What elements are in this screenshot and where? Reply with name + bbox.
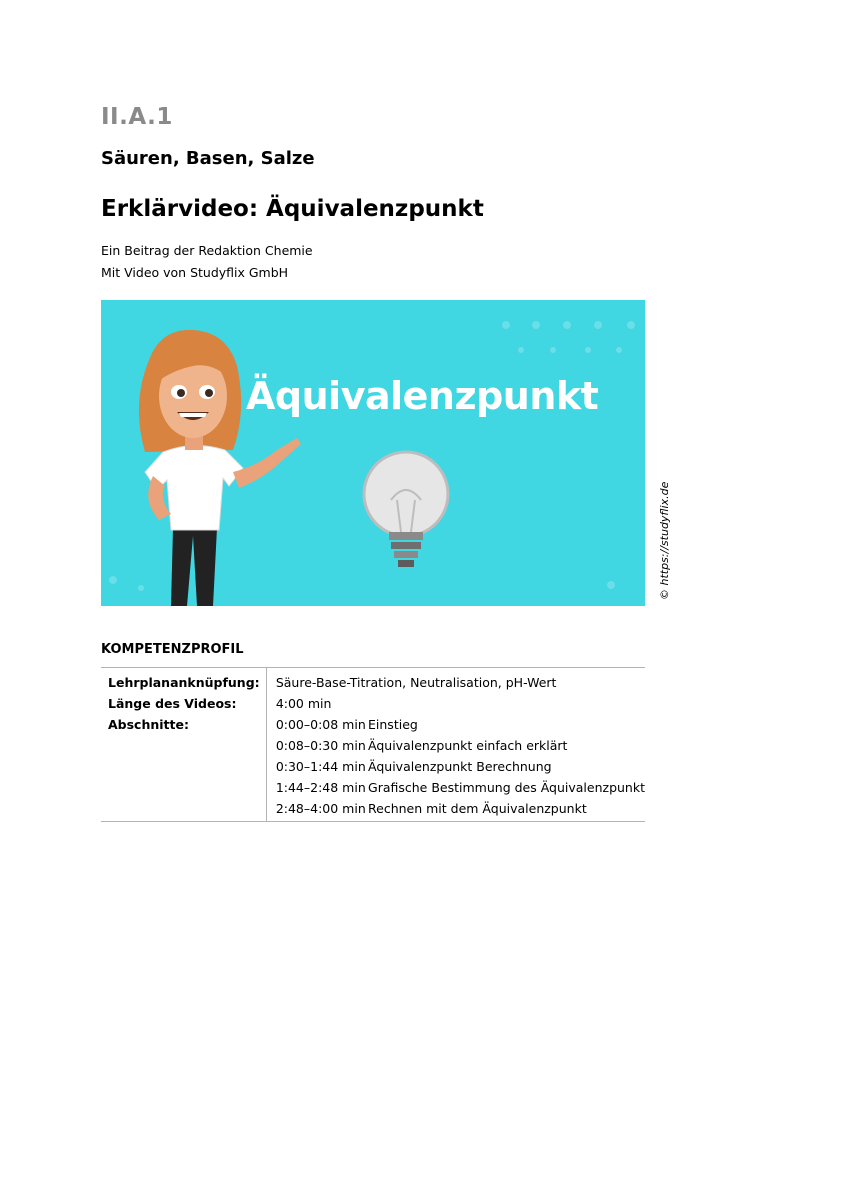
section-title: Einstieg [368, 717, 418, 732]
competence-profile-table [101, 667, 645, 822]
video-illustration [101, 300, 645, 606]
section-title: Grafische Bestimmung des Äquivalenzpunkt [368, 780, 645, 795]
table-row [101, 714, 645, 735]
row-label: Länge des Videos: [101, 693, 266, 714]
video-thumbnail-title: Äquivalenzpunkt [246, 374, 599, 418]
table-row [101, 777, 645, 798]
row-value: Säure-Base-Titration, Neutralisation, pH-Wert [275, 675, 557, 690]
competence-profile-heading: KOMPETENZPROFIL [101, 642, 244, 657]
document-title: Erklärvideo: Äquivalenzpunkt [101, 196, 484, 222]
section-time: 0:30–1:44 min [275, 759, 366, 774]
row-label-empty [101, 735, 266, 756]
chapter-title: Säuren, Basen, Salze [101, 148, 315, 169]
section-time: 2:48–4:00 min [275, 801, 366, 816]
table-row [101, 735, 645, 756]
row-label: Lehrplananknüpfung: [101, 668, 266, 694]
row-label-empty [101, 777, 266, 798]
image-copyright: © https://studyflix.de [658, 481, 671, 600]
section-time: 0:00–0:08 min [275, 717, 366, 732]
teacher-character-icon [139, 330, 301, 606]
table-row [101, 798, 645, 822]
byline-video-source: Mit Video von Studyflix GmbH [101, 265, 289, 280]
video-thumbnail[interactable] [101, 300, 645, 606]
section-title: Äquivalenzpunkt Berechnung [368, 759, 552, 774]
byline-editorial: Ein Beitrag der Redaktion Chemie [101, 243, 313, 258]
section-time: 1:44–2:48 min [275, 780, 366, 795]
row-label: Abschnitte: [101, 714, 266, 735]
row-label-empty [101, 798, 266, 822]
row-label-empty [101, 756, 266, 777]
table-row [101, 693, 645, 714]
light-bulb-icon [364, 452, 448, 567]
section-code: II.A.1 [101, 104, 173, 130]
table-row [101, 668, 645, 694]
row-value: 4:00 min [275, 696, 332, 711]
table-row [101, 756, 645, 777]
section-title: Rechnen mit dem Äquivalenzpunkt [368, 801, 587, 816]
section-title: Äquivalenzpunkt einfach erklärt [368, 738, 568, 753]
section-time: 0:08–0:30 min [275, 738, 366, 753]
